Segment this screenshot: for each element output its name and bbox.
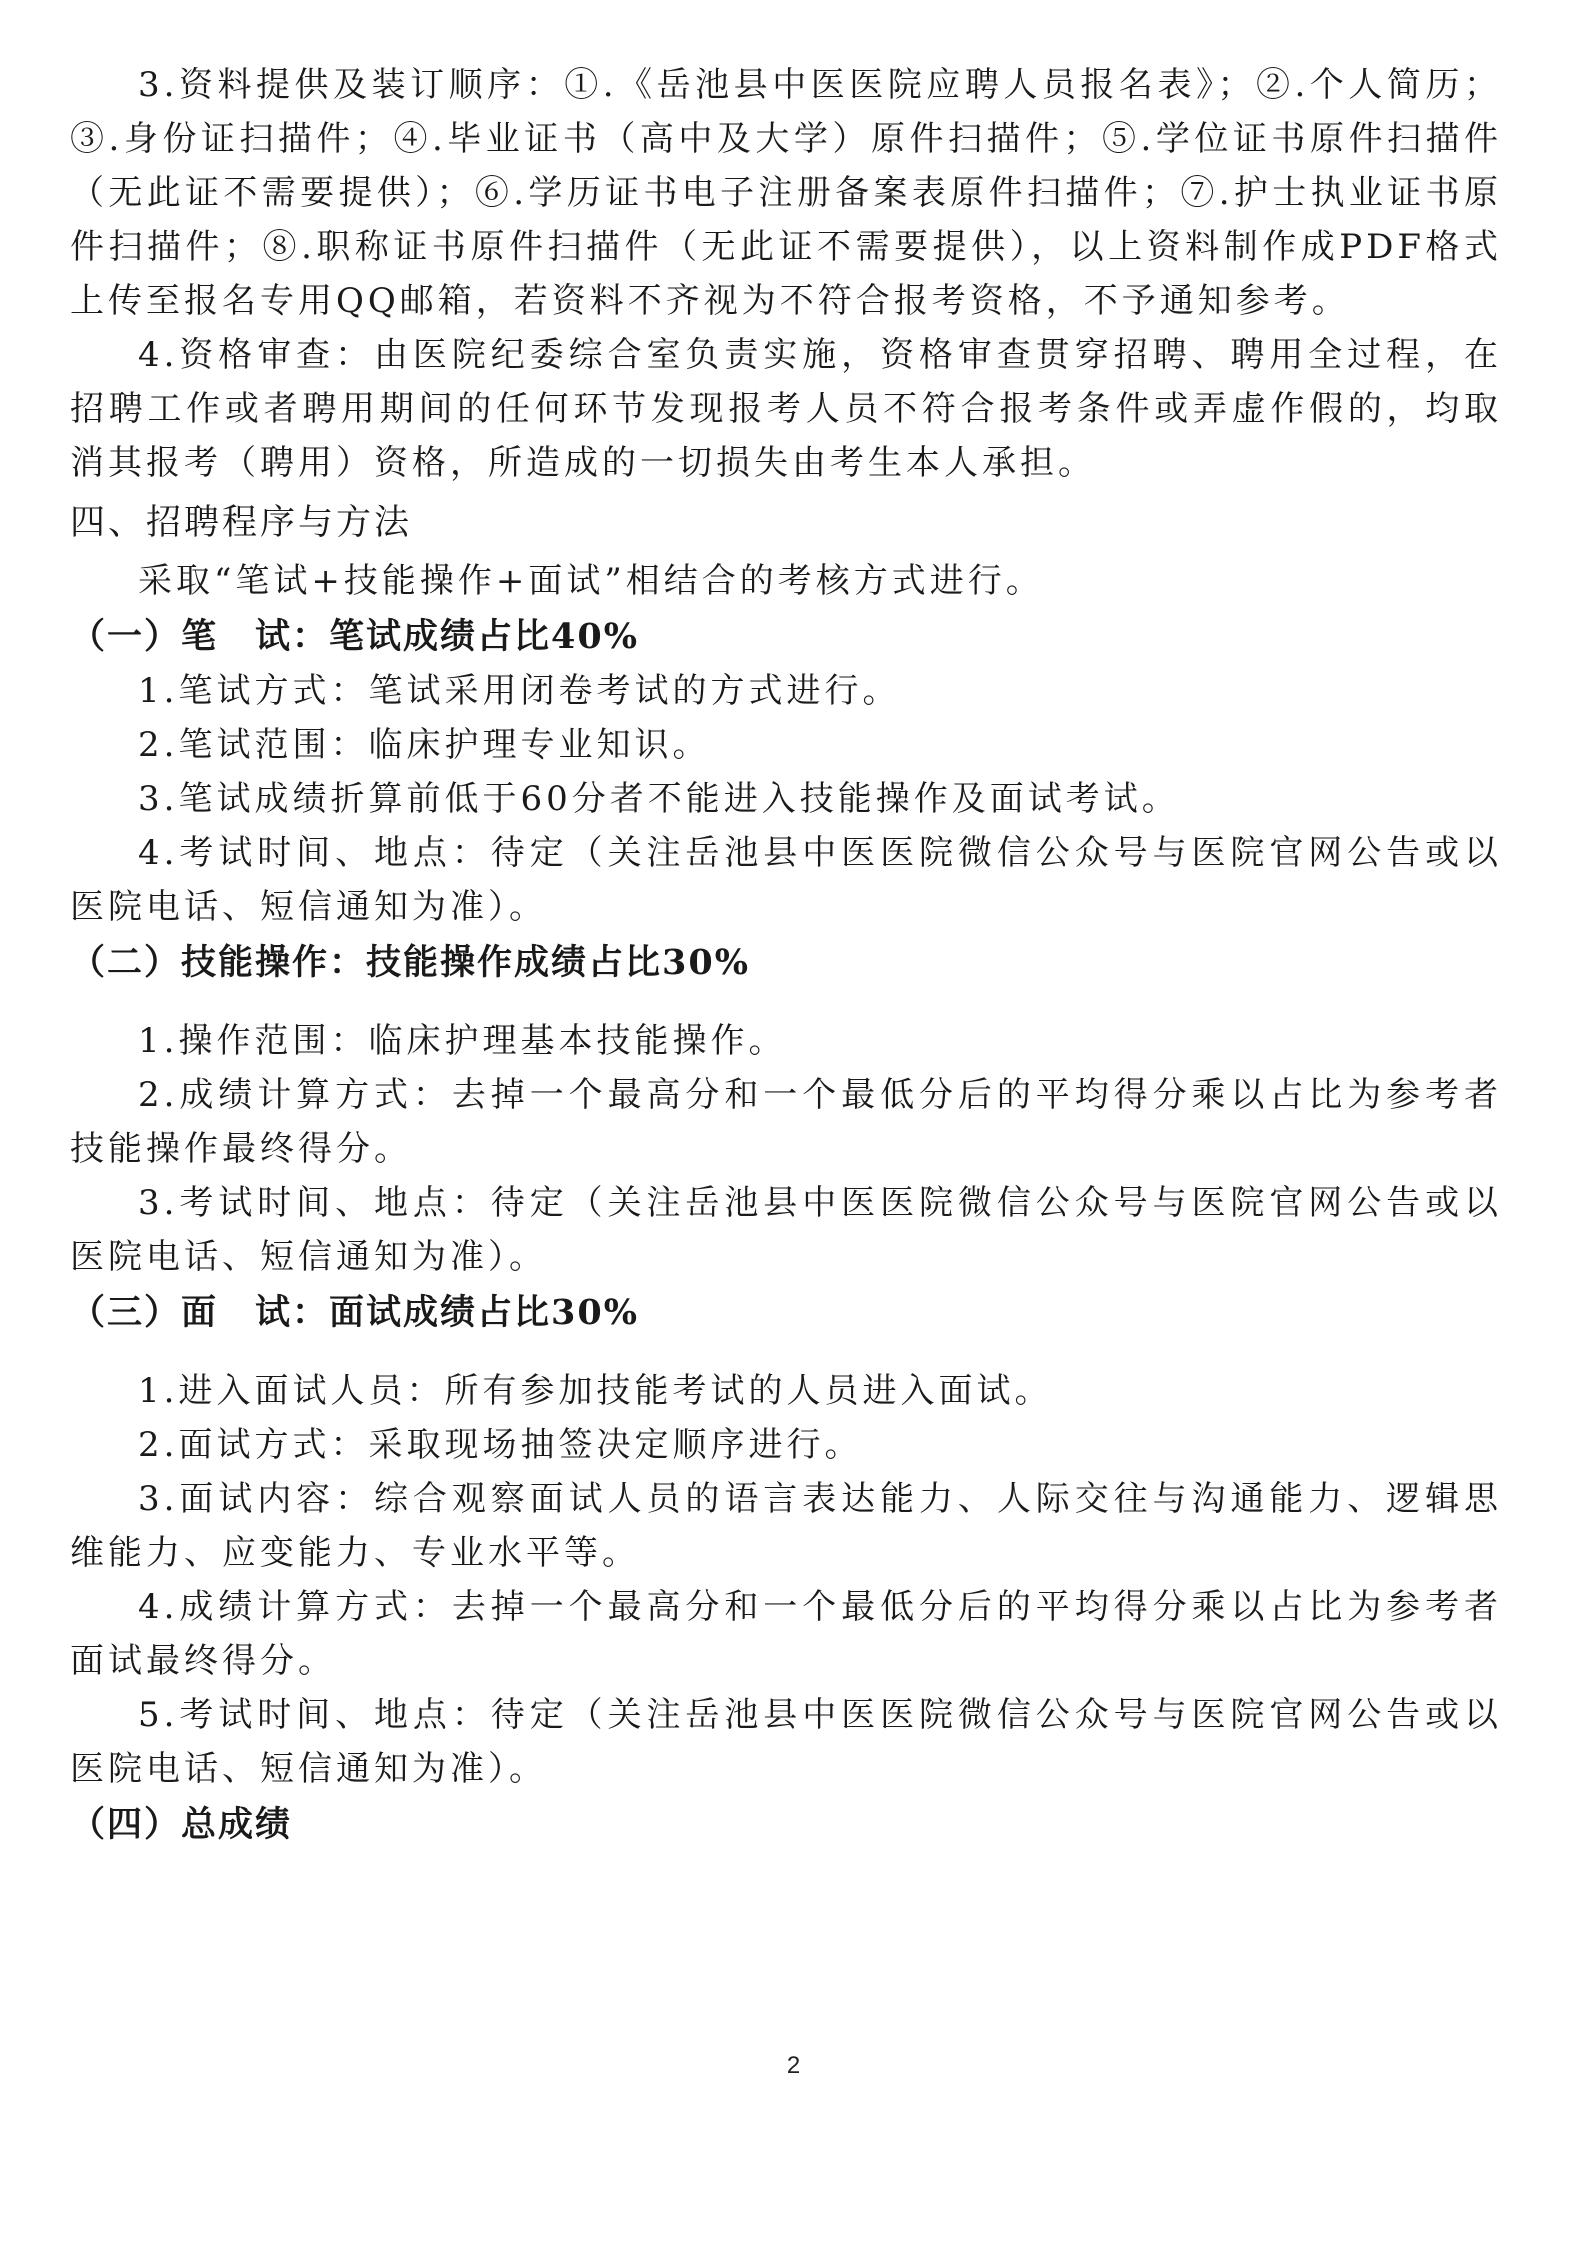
interview-item: 3.面试内容：综合观察面试人员的语言表达能力、人际交往与沟通能力、逻辑思维能力、应变能力、专业水平等。 — [70, 1479, 1502, 1573]
skills-item: 1.操作范围：临床护理基本技能操作。 — [138, 1021, 787, 1061]
written-item: 3.笔试成绩折算前低于60分者不能进入技能操作及面试考试。 — [138, 779, 1180, 819]
spacer — [70, 990, 1502, 1014]
paragraph-assessment-method: 采取“笔试+技能操作+面试”相结合的考核方式进行。 — [138, 561, 1044, 601]
subheading-skills-test: （二）技能操作：技能操作成绩占比30% — [70, 942, 750, 983]
subheading-written-exam: （一）笔 试：笔试成绩占比40% — [70, 616, 639, 657]
interview-item: 5.考试时间、地点：待定（关注岳池县中医医院微信公众号与医院官网公告或以医院电话、短信通知为准）。 — [70, 1695, 1502, 1789]
written-item: 4.考试时间、地点：待定（关注岳池县中医医院微信公众号与医院官网公告或以医院电话、短信通知为准）。 — [70, 833, 1502, 927]
page-number: 2 — [786, 2052, 801, 2079]
interview-item: 1.进入面试人员：所有参加技能考试的人员进入面试。 — [138, 1371, 1053, 1411]
written-item: 2.笔试范围：临床护理专业知识。 — [138, 725, 711, 765]
paragraph-qualification-review: 4.资格审查：由医院纪委综合室负责实施，资格审查贯穿招聘、聘用全过程，在招聘工作或者聘用期间的任何环节发现报考人员不符合报考条件或弄虚作假的，均取消其报考（聘用）资格，所造成的一切损失由考生本人承担。 — [70, 335, 1502, 483]
skills-item: 3.考试时间、地点：待定（关注岳池县中医医院微信公众号与医院官网公告或以医院电话、短信通知为准）。 — [70, 1183, 1502, 1277]
skills-item: 2.成绩计算方式：去掉一个最高分和一个最低分后的平均得分乘以占比为参考者技能操作最终得分。 — [70, 1075, 1502, 1169]
interview-item: 4.成绩计算方式：去掉一个最高分和一个最低分后的平均得分乘以占比为参考者面试最终得分。 — [70, 1587, 1502, 1681]
interview-item: 2.面试方式：采取现场抽签决定顺序进行。 — [138, 1425, 863, 1465]
subheading-interview: （三）面 试：面试成绩占比30% — [70, 1292, 639, 1333]
subheading-total-score: （四）总成绩 — [70, 1804, 293, 1845]
spacer — [70, 1340, 1502, 1364]
document-page — [70, 58, 1502, 1852]
paragraph-materials-order: 3.资料提供及装订顺序：①.《岳池县中医医院应聘人员报名表》；②.个人简历；③.身份证扫描件；④.毕业证书（高中及大学）原件扫描件；⑤.学位证书原件扫描件（无此证不需要提供）；⑥.学历证书电子注册备案表原件扫描件；⑦.护士执业证书原件扫描件；⑧.职称证书原件扫描件（无此证不需要提供），以上资料制作成PDF格式上传至报名专用QQ邮箱，若资料不齐视为不符合报考资格，不予通知参考。 — [70, 65, 1502, 321]
written-item: 1.笔试方式：笔试采用闭卷考试的方式进行。 — [138, 671, 901, 711]
section-heading-recruitment-procedure: 四、招聘程序与方法 — [70, 503, 413, 543]
